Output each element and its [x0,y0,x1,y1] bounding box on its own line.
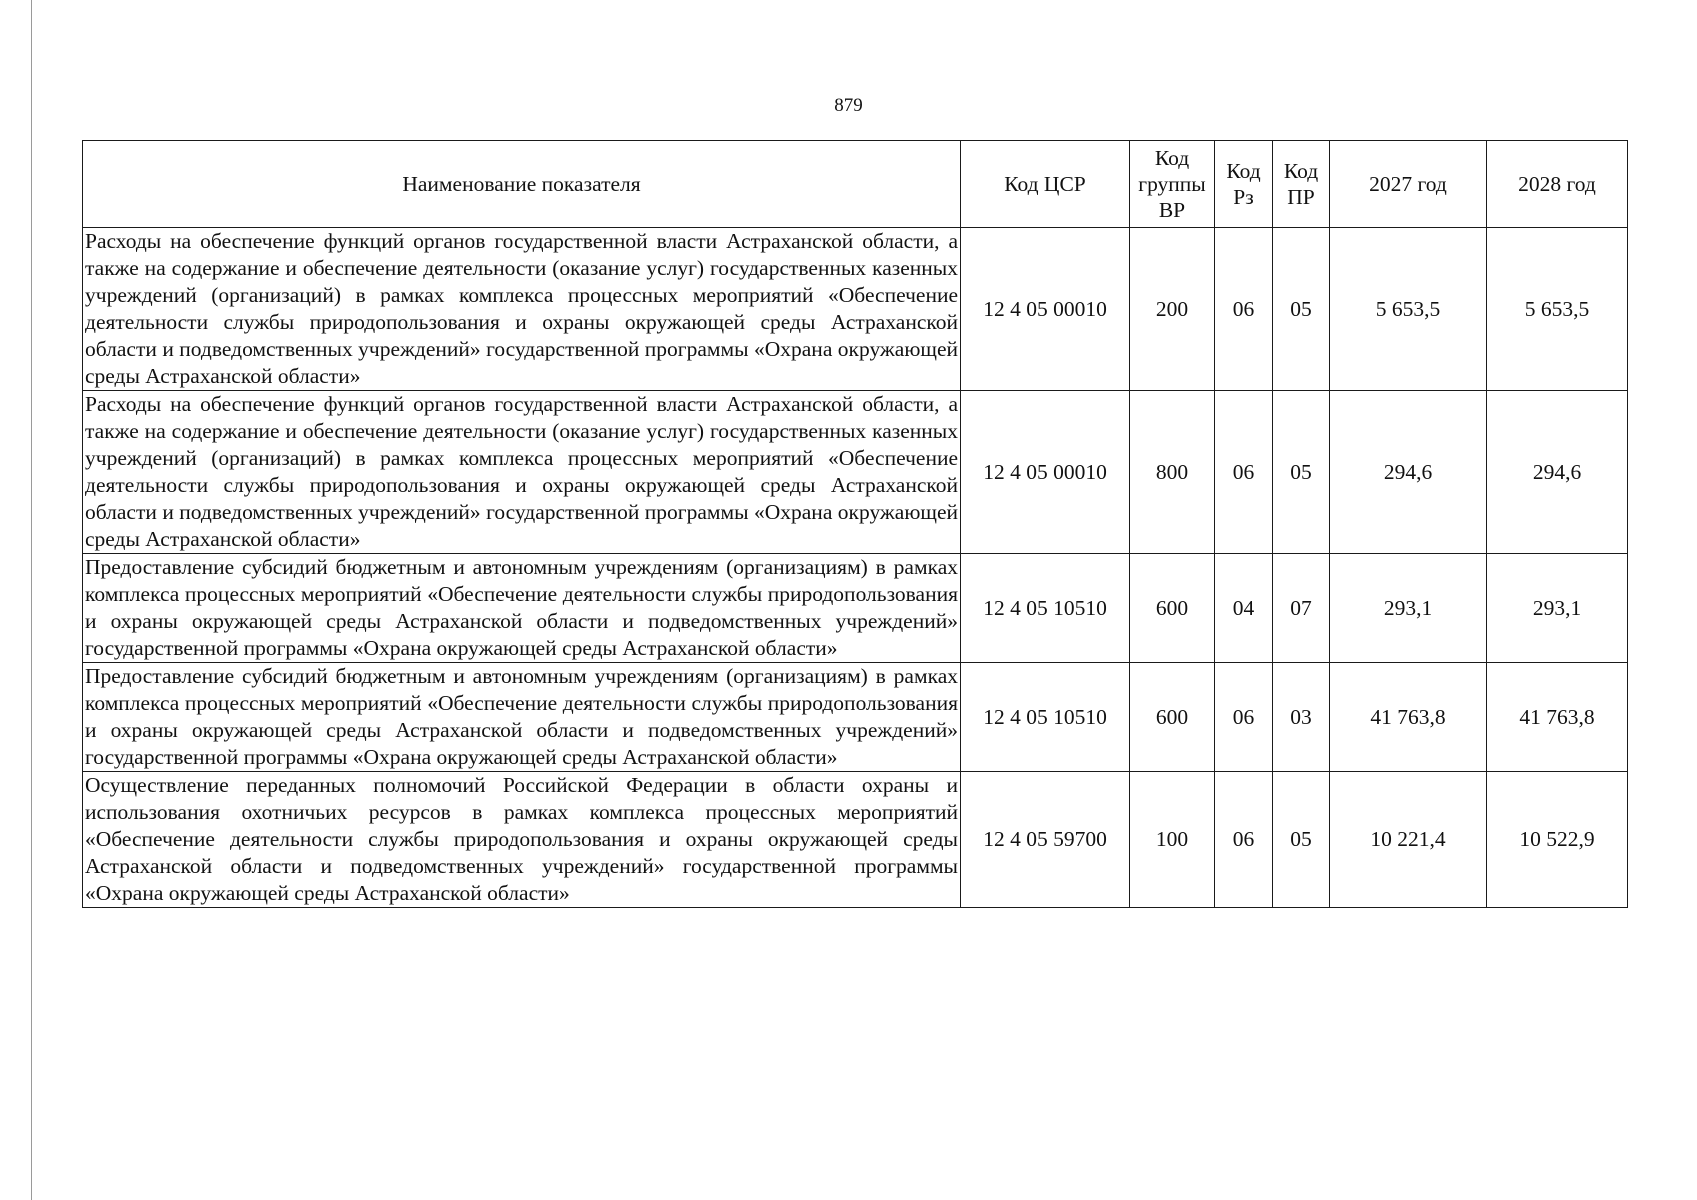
table-row [83,772,1628,908]
row-2027: 293,1 [1330,554,1487,663]
header-2027: 2027 год [1330,141,1487,228]
row-2028: 294,6 [1487,391,1628,554]
row-name: Предоставление субсидий бюджетным и автономным учреждениям (организациям) в рамках комплекса процессных мероприятий «Обеспечение деятельности службы природопользования и охраны окружающей среды Астраханской области и подведомственных учреждений» государственной программы «Охрана окружающей среды Астраханской области» [83,554,961,663]
row-pr: 07 [1273,554,1330,663]
table-row [83,554,1628,663]
table-row [83,391,1628,554]
row-rz: 06 [1215,663,1273,772]
row-2027: 5 653,5 [1330,228,1487,391]
row-vr: 200 [1130,228,1215,391]
row-csr: 12 4 05 10510 [961,663,1130,772]
header-vr: Код группы ВР [1130,141,1215,228]
binding-margin-line [31,0,32,1200]
table-header-row [83,141,1628,228]
row-vr: 600 [1130,554,1215,663]
row-csr: 12 4 05 10510 [961,554,1130,663]
row-rz: 06 [1215,772,1273,908]
row-vr: 600 [1130,663,1215,772]
row-2028: 5 653,5 [1487,228,1628,391]
row-rz: 04 [1215,554,1273,663]
header-csr: Код ЦСР [961,141,1130,228]
table-row [83,228,1628,391]
row-vr: 100 [1130,772,1215,908]
header-2028: 2028 год [1487,141,1628,228]
row-2027: 41 763,8 [1330,663,1487,772]
row-pr: 05 [1273,772,1330,908]
row-2028: 10 522,9 [1487,772,1628,908]
row-2027: 294,6 [1330,391,1487,554]
header-name: Наименование показателя [83,141,961,228]
row-name: Расходы на обеспечение функций органов государственной власти Астраханской области, а также на содержание и обеспечение деятельности (оказание услуг) государственных казенных учреждений (организаций) в рамках комплекса процессных мероприятий «Обеспечение деятельности службы природопользования и охраны окружающей среды Астраханской области и подведомственных учреждений» государственной программы «Охрана окружающей среды Астраханской области» [83,228,961,391]
row-2027: 10 221,4 [1330,772,1487,908]
table-row [83,663,1628,772]
row-pr: 05 [1273,228,1330,391]
row-name: Осуществление переданных полномочий Российской Федерации в области охраны и использования охотничьих ресурсов в рамках комплекса процессных мероприятий «Обеспечение деятельности службы природопользования и охраны окружающей среды Астраханской области и подведомственных учреждений» государственной программы «Охрана окружающей среды Астраханской области» [83,772,961,908]
row-vr: 800 [1130,391,1215,554]
header-rz: Код Рз [1215,141,1273,228]
row-pr: 03 [1273,663,1330,772]
row-2028: 293,1 [1487,554,1628,663]
row-rz: 06 [1215,228,1273,391]
page-number: 879 [834,95,863,116]
row-pr: 05 [1273,391,1330,554]
row-csr: 12 4 05 59700 [961,772,1130,908]
row-name: Предоставление субсидий бюджетным и автономным учреждениям (организациям) в рамках комплекса процессных мероприятий «Обеспечение деятельности службы природопользования и охраны окружающей среды Астраханской области и подведомственных учреждений» государственной программы «Охрана окружающей среды Астраханской области» [83,663,961,772]
row-2028: 41 763,8 [1487,663,1628,772]
row-csr: 12 4 05 00010 [961,391,1130,554]
row-name: Расходы на обеспечение функций органов государственной власти Астраханской области, а также на содержание и обеспечение деятельности (оказание услуг) государственных казенных учреждений (организаций) в рамках комплекса процессных мероприятий «Обеспечение деятельности службы природопользования и охраны окружающей среды Астраханской области и подведомственных учреждений» государственной программы «Охрана окружающей среды Астраханской области» [83,391,961,554]
row-rz: 06 [1215,391,1273,554]
budget-table [82,140,1628,908]
header-pr: Код ПР [1273,141,1330,228]
row-csr: 12 4 05 00010 [961,228,1130,391]
